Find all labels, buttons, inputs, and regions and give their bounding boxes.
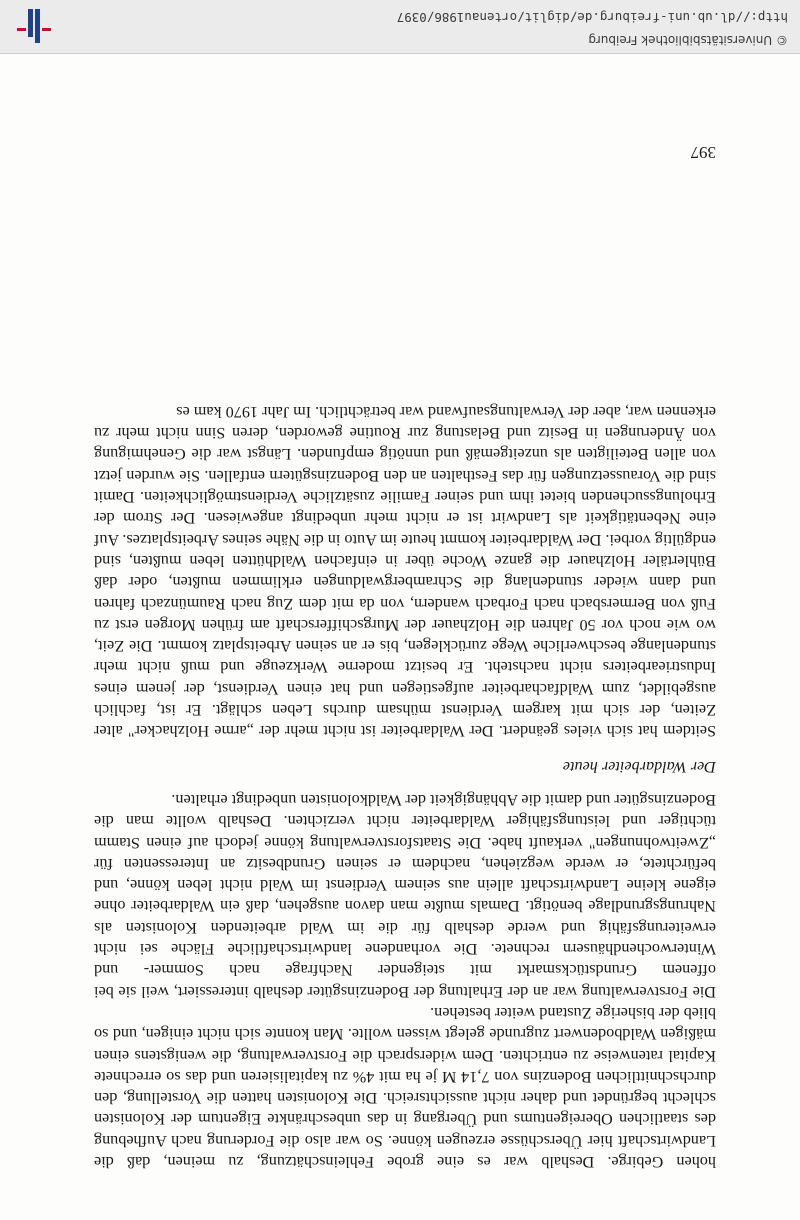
ub-freiburg-logo-icon: [14, 9, 54, 43]
paragraph: Die Forstverwaltung war an der Erhaltung der Bodenzinsgüter deshalb interessiert, weil sie bei offenem Grundstücksmarkt mit steigender Nachfrage nach Sommer- und Winterwochendhäusern rechnete. Die vorhandene landwirtschaftliche Fläche sei nicht erweiterungsfähig und werde deshalb für die im Wald arbeitenden Kolonisten als Nahrungsgrundlage benötigt. Damals mußte man davon ausgehen, daß ein Waldarbeiter ohne eigene kleine Landwirtschaft allein aus seinem Verdienst im Wald nicht leben könne, und befürchtete, er werde wegziehen, nachdem er seinen Grundbesitz an Interessenten für „Zweitwohnungen" verkauft habe. Die Staatsforstverwaltung könne jedoch auf einen Stamm tüchtiger und leistungsfähiger Waldarbeiter nicht verzichten. Deshalb wollte man die Bodenzinsgüter und damit die Abhängigkeit der Waldkolonisten unbedingt erhalten.: [94, 790, 716, 1001]
paragraph: hohen Gebirge. Deshalb war es eine grobe Fehleinschätzung, zu meinen, daß die Landwirtschaft hier Überschüsse erzeugen könne. So war also die Forderung nach Aufhebung des staatlichen Obereigentums und Übergang in das unbeschränkte Eigentum der Kolonisten schlecht begründet und daher nicht aussichtsreich. Die Kolonisten hatten die Vorstellung, den durchschnittlichen Bodenzins von 7,14 M je ha mit 4% zu kapitalisieren und das so errechnete Kapital ratenweise zu entrichten. Dem widersprach die Forstverwaltung, die wenigstens einen mäßigen Waldbodenwert zugrunde gelegt wissen wollte. Man konnte sich nicht einigen, und so blieb der bisherige Zustand weiter bestehen.: [94, 1003, 716, 1171]
copyright-notice: © Universitätsbibliothek Freiburg: [588, 33, 788, 47]
scanned-page: [0, 54, 800, 1220]
page-number: 397: [690, 143, 716, 162]
body-text: [94, 401, 716, 1172]
paragraph: Seitdem hat sich vieles geändert. Der Waldarbeiter ist nicht mehr der „arme Holzhacker" alter Zeiten, der sich mit kargem Verdienst mühsam durchs Leben schlägt. Er ist, fachlich ausgebildet, zum Waldfacharbeiter aufgestiegen und hat einen Verdienst, der jenem eines Industriearbeiters nicht nachsteht. Er besitzt moderne Werkzeuge und muß nicht mehr stundenlange beschwerliche Wege zurücklegen, bis er an seinen Arbeitsplatz kommt. Die Zeit, wo wie noch vor 50 Jahren die Holzhauer der Murgschifferschaft am frühen Morgen erst zu Fuß von Bermersbach nach Forbach wandern, von da mit dem Zug nach Raumünzach fahren und dann wieder stundenlang die Schrambergwaldungen erklimmen mußten, oder daß Bühlertäler Holzhauer die ganze Woche über in einfachen Waldhütten leben mußten, sind endgültig vorbei. Der Waldarbeiter kommt heute im Auto in die Nähe seines Arbeitsplatzes. Auf eine Nebentätigkeit als Landwirt ist er nicht mehr unbedingt angewiesen. Der Strom der Erholungssuchenden bietet ihm und seiner Familie zusätzliche Verdienstmöglichkeiten. Damit sind die Voraussetzungen für das Festhalten an den Bodenzinsgütern entfallen. Sie wurden jetzt von allen Beteiligten als unzeitgemäß und unnötig empfunden. Längst war die Genehmigung von Änderungen in Besitz und Belastung zur Routine geworden, deren Sinn nicht mehr zu erkennen war, aber der Verwaltungsaufwand war beträchtlich. Im Jahr 1970 kam es: [94, 402, 716, 741]
section-heading: Der Waldarbeiter heute: [562, 757, 716, 776]
permalink-url[interactable]: http://dl.ub.uni-freiburg.de/diglit/ortenau1986/0397: [396, 10, 788, 25]
library-footer: [0, 0, 800, 54]
